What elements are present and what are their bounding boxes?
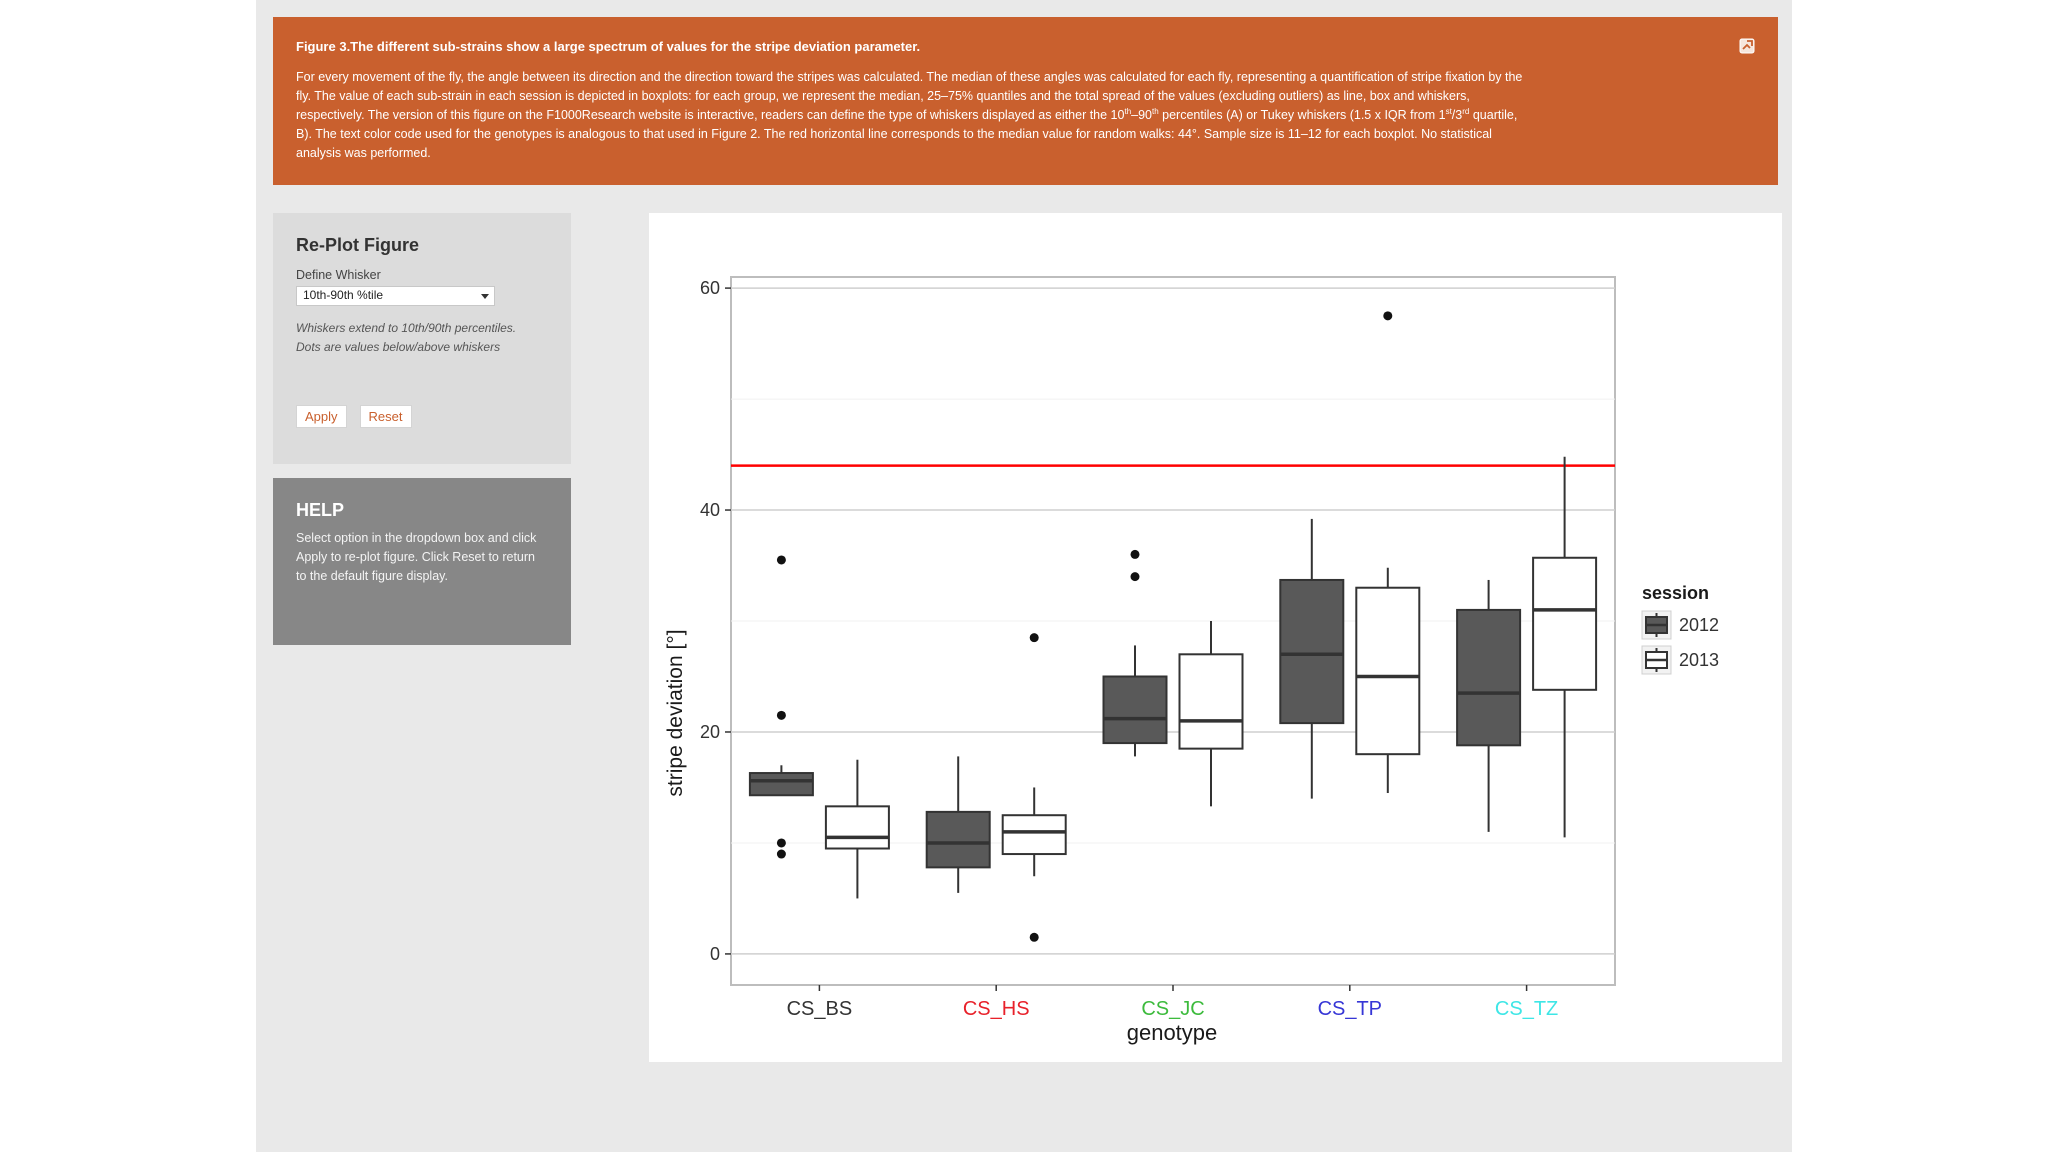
- plot-card: [649, 213, 1782, 1062]
- outlier-point: [1030, 933, 1039, 942]
- reset-button[interactable]: Reset: [360, 405, 412, 428]
- legend-title: session: [1642, 583, 1710, 603]
- y-axis-title: stripe deviation [°]: [664, 629, 687, 797]
- panel-buttons: [296, 405, 548, 428]
- box-iqr: [826, 806, 889, 848]
- x-tick-label: CS_TZ: [1494, 998, 1559, 1020]
- caption-line: For every movement of the fly, the angle between its direction and the direction toward the stripes was calculated. The median of these angles was calculated for each fly, representing a quantification of stripe fixation by the: [296, 70, 1523, 84]
- export-figure-icon[interactable]: [1738, 37, 1756, 55]
- whisker-select-value: 10th-90th %tile: [303, 288, 384, 302]
- caption-line: fly. The value of each sub-strain in each session is depicted in boxplots: for each group, we represent the median, 25–75% quantiles and the total spread of the values (excluding outliers) as line, box and whiskers,: [296, 89, 1470, 103]
- caption-line: [296, 106, 1726, 125]
- caption-line: analysis was performed.: [296, 146, 431, 160]
- whisker-select[interactable]: [296, 286, 495, 306]
- box-iqr: [927, 812, 990, 867]
- caption-text: respectively. The version of this figure on the F1000Research website is interactive, readers can define the type of whiskers displayed as either the 10: [296, 108, 1125, 122]
- caption-superscript: th: [1124, 106, 1132, 116]
- caption-superscript: rd: [1462, 106, 1470, 116]
- caption-title: Figure 3.The different sub-strains show a large spectrum of values for the stripe deviation parameter.: [296, 39, 921, 54]
- caption-body: [296, 68, 1726, 163]
- caption-text: quartile,: [1469, 108, 1518, 122]
- box-iqr: [1003, 815, 1066, 854]
- replot-panel: [273, 213, 571, 464]
- x-tick-label: CS_JC: [1141, 998, 1205, 1020]
- x-tick-label: CS_HS: [962, 998, 1030, 1020]
- outlier-point: [777, 838, 786, 847]
- caption-text: –90: [1131, 108, 1152, 122]
- caption-text: percentiles (A) or Tukey whiskers (1.5 x IQR from 1: [1158, 108, 1446, 122]
- outlier-point: [1131, 550, 1140, 559]
- boxplot-chart: [649, 213, 1782, 1062]
- y-tick-label: 0: [709, 943, 720, 964]
- whisker-note: [296, 319, 548, 357]
- caption-text: /3: [1451, 108, 1463, 122]
- whisker-label: Define Whisker: [296, 268, 381, 282]
- help-text: Select option in the dropdown box and click Apply to re-plot figure. Click Reset to return to the default figure display.: [296, 531, 537, 583]
- whisker-note-line: Dots are values below/above whiskers: [296, 340, 501, 354]
- apply-button[interactable]: Apply: [296, 405, 347, 428]
- outlier-point: [1030, 633, 1039, 642]
- box-iqr: [1533, 558, 1596, 690]
- y-tick-label: 40: [699, 500, 720, 521]
- y-tick-label: 60: [699, 278, 720, 299]
- y-tick-label: 20: [699, 721, 720, 742]
- box-iqr: [1356, 588, 1419, 754]
- panel-title: Re-Plot Figure: [296, 235, 420, 255]
- legend-entry-label: 2013: [1679, 650, 1720, 670]
- box-iqr: [1180, 654, 1243, 748]
- box-iqr: [1457, 610, 1520, 745]
- caption-superscript: st: [1445, 106, 1452, 116]
- legend-entry-label: 2012: [1679, 615, 1720, 635]
- caption-superscript: th: [1152, 106, 1159, 116]
- box-iqr: [1104, 676, 1167, 743]
- figure-caption: [273, 17, 1778, 185]
- outlier-point: [777, 555, 786, 564]
- outlier-point: [777, 850, 786, 859]
- chevron-down-icon: [481, 294, 489, 299]
- help-title: HELP: [296, 500, 345, 520]
- caption-line: B). The text color code used for the genotypes is analogous to that used in Figure 2. The red horizontal line corresponds to the median value for random walks: 44°. Sample size is 11–12 for each boxplot. No statistical: [296, 127, 1492, 141]
- box-iqr: [1280, 580, 1343, 723]
- outlier-point: [1383, 311, 1392, 320]
- box-iqr: [750, 773, 813, 795]
- whisker-note-line: Whiskers extend to 10th/90th percentiles.: [296, 321, 517, 335]
- x-tick-label: CS_BS: [786, 998, 853, 1020]
- outlier-point: [1131, 572, 1140, 581]
- outlier-point: [777, 711, 786, 720]
- x-tick-label: CS_TP: [1317, 998, 1383, 1020]
- help-panel: [273, 478, 571, 645]
- x-axis-title: genotype: [1126, 1020, 1218, 1045]
